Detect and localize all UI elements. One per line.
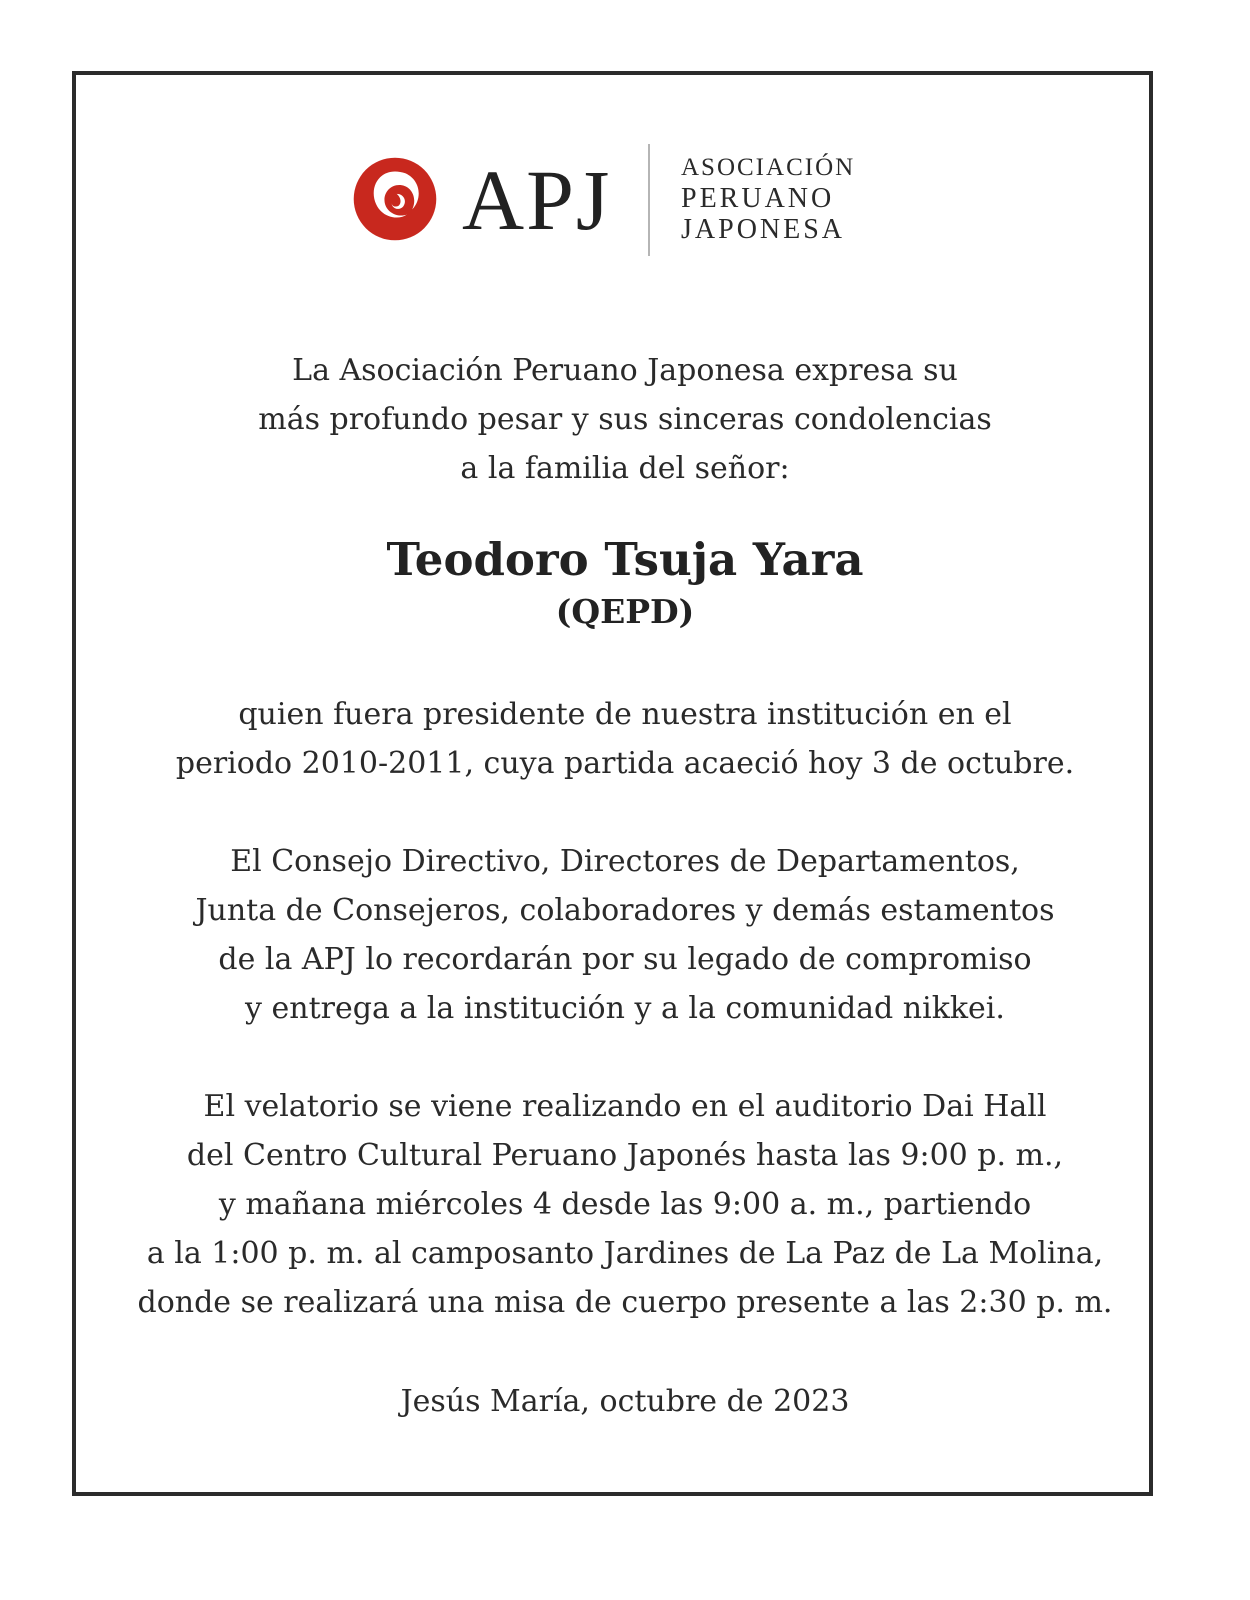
logo-organization-name [681, 152, 855, 245]
text-line: y mañana miércoles 4 desde las 9:00 a. m., partiendo [218, 1187, 1032, 1222]
tribute-paragraph [0, 837, 1250, 1033]
logo-name-line: JAPONESA [681, 214, 846, 245]
deceased-suffix: (QEPD) [555, 592, 695, 631]
text-line: quien fuera presidente de nuestra institución en el [238, 697, 1012, 732]
text-line: periodo 2010-2011, cuya partida acaeció hoy 3 de octubre. [175, 746, 1075, 781]
text-line: de la APJ lo recordarán por su legado de compromiso [218, 942, 1032, 977]
apj-logo [352, 142, 882, 260]
wake-details-paragraph [0, 1082, 1250, 1327]
text-line: La Asociación Peruano Japonesa expresa su [292, 353, 958, 388]
logo-name-line: PERUANO [681, 183, 835, 214]
place-and-date: Jesús María, octubre de 2023 [400, 1384, 850, 1419]
text-line: El velatorio se viene realizando en el auditorio Dai Hall [203, 1089, 1047, 1124]
text-line: Junta de Consejeros, colaboradores y demás estamentos [195, 893, 1055, 928]
text-line: a la 1:00 p. m. al camposanto Jardines de La Paz de La Molina, [146, 1236, 1104, 1271]
presidency-paragraph [0, 690, 1250, 788]
logo-acronym: APJ [462, 152, 612, 248]
text-line: del Centro Cultural Peruano Japonés hasta las 9:00 p. m., [186, 1138, 1064, 1173]
logo-divider [648, 144, 650, 256]
text-line: más profundo pesar y sus sinceras condolencias [258, 402, 992, 437]
text-line: El Consejo Directivo, Directores de Departamentos, [230, 844, 1020, 879]
logo-name-line: ASOCIACIÓN [681, 154, 856, 181]
text-line: a la familia del señor: [460, 451, 790, 486]
text-line: donde se realizará una misa de cuerpo presente a las 2:30 p. m. [137, 1285, 1113, 1320]
intro-paragraph [0, 346, 1250, 493]
deceased-name: Teodoro Tsuja Yara [386, 533, 864, 586]
apj-swirl-logo-icon [352, 156, 438, 242]
text-line: y entrega a la institución y a la comunidad nikkei. [245, 991, 1005, 1026]
